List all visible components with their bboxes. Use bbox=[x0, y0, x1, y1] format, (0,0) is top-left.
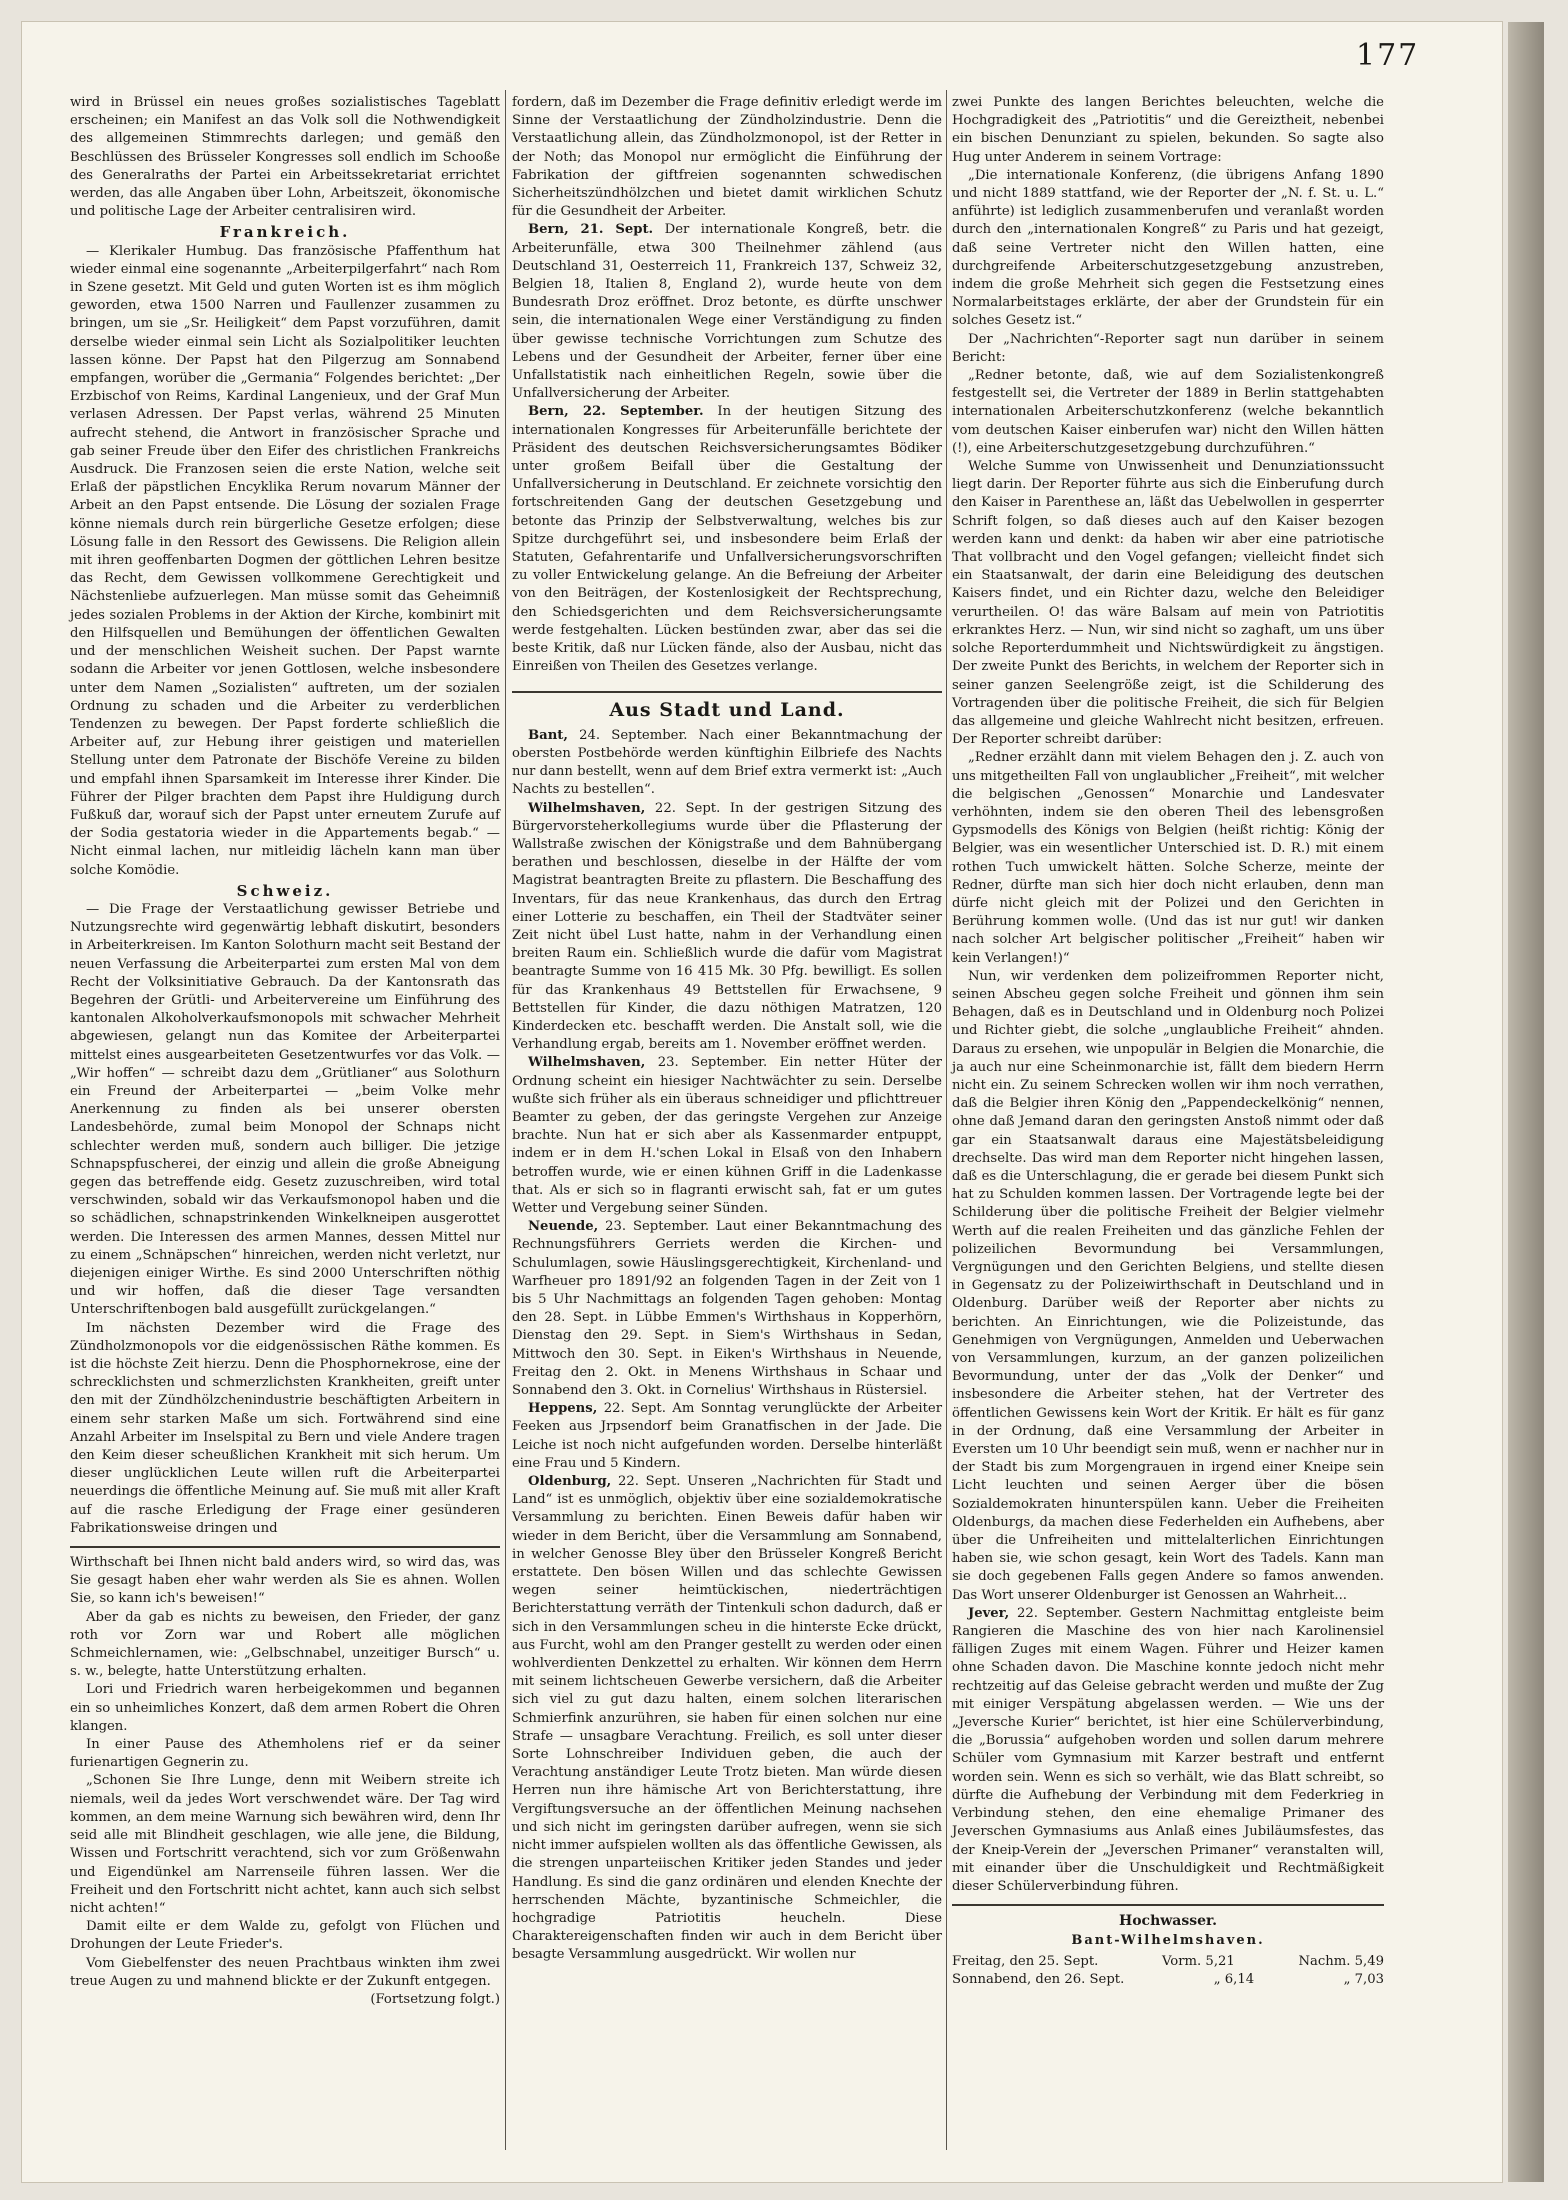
news-body: 22. Sept. Unseren „Nachrichten für Stadt und Land“ ist es unmöglich, objektiv über eine sozialdemokratische Versammlung zu berichten. Einen Beweis dafür haben wir wieder in dem Bericht, über die Versammlung am Sonnabend, in welcher Genosse Bley über den Brüsseler Kongreß Bericht erstattete. Den bösen Willen und das schlechte Gewissen wegen seiner heimtückischen, niederträchtigen Berichterstattung verräth der Tintenkuli schon dadurch, daß er sich in den Versammlungen scheu in die hinterste Ecke drückt, aus Furcht, wohl am den Pranger gestellt zu werden oder einen wohlverdienten Denkzettel zu erhalten. Wir können dem Herrn mit seinem lichtscheuen Gewerbe versichern, daß die Arbeiter sich viel zu gut dazu halten, einem solchen literarischen Schmierfink anzurühren, sie haben für einen solchen nur eine Strafe — unsagbare Verachtung. Freilich, es soll unter dieser Sorte Lohnschreiber Individuen geben, die auch der Verachtung anständiger Leute Trotz bieten. Man würde diesen Herren nun ihre hämische Art von Berichterstattung, ihre Vergiftungsversuche an der öffentlichen Meinung nachsehen und sich nicht im geringsten darüber aufregen, wenn sie sich nicht immer aufspielen wollten als das öffentliche Gewissen, als die strengen unparteiischen Kritiker jeden Standes und jeder Handlung. Es sind die ganz ordinären und elenden Knechte der herrschenden Mächte, byzantinische Schmeichler, die hochgradige Patriotitis heucheln. Diese Charaktereigenschaften finden wir auch in dem Bericht über besagte Versammlung ausgedrückt. Wir wollen nur bbox=[512, 1474, 942, 1963]
binding-edge bbox=[1508, 22, 1544, 2182]
quotation: „Die internationale Konferenz, (die übrigens Anfang 1890 und nicht 1889 stattfand, wie der Reporter der „N. f. St. u. L.“ anführte) ist lediglich zusammenberufen und veranlaßt worden durch den „internationalen Kongreß“ zu Paris und hat gezeigt, daß seine Vertreter nicht den Willen hatten, eine durchgreifende Arbeiterschutzgesetzgebung anzustreben, indem die große Mehrheit sich gegen die Festsetzung eines Normalarbeitstages erklärte, der aber der Grundstein für ein solches Gesetz ist.“ bbox=[952, 167, 1384, 329]
news-item-heppens bbox=[512, 1400, 942, 1473]
column-3 bbox=[952, 94, 1384, 1989]
news-body: Der internationale Kongreß, betr. die Arbeiterunfälle, etwa 300 Theilnehmer zählend (aus Deutschland 31, Oesterreich 11, Frankreich 137, Schweiz 32, Belgien 18, Italien 8, England 2), wurde heute von dem Bundesrath Droz eröffnet. Droz betonte, es dürfte unschwer sein, die internationalen Wege einer Verständigung zu finden über gewisse technische Vorrichtungen zum Schutze des Lebens und der Gesundheit der Arbeiter, ferner über eine Unfallstatistik nach einheitlichen Regeln, sowie über die Unfallversicherung der Arbeiter. bbox=[512, 222, 942, 402]
dateline: Wilhelmshaven, bbox=[528, 1055, 646, 1071]
dateline: Bant, bbox=[528, 727, 568, 743]
news-item-bern-1 bbox=[512, 221, 942, 403]
feuilleton-paragraph: „Schonen Sie Ihre Lunge, denn mit Weibern streite ich niemals, weil da jedes Wort verschwendet wäre. Der Tag wird kommen, an dem meine Warnung sich bewähren wird, denn Ihr seid alle mit Blindheit geschlagen, wie alle jene, die Bildung, Wissen und Fortschritt verachtend, sich vor zum Größenwahn und Eigendünkel am Narrenseile führen lassen. Wer die Freiheit und den Fortschritt nicht achtet, kann auch sich selbst nicht achten!“ bbox=[70, 1773, 500, 1916]
tide-table-place: Bant-Wilhelmshaven. bbox=[1071, 1933, 1265, 1949]
news-body: 22. Sept. In der gestrigen Sitzung des Bürgervorsteherkollegiums wurde über die Pflasterung der Wallstraße zwischen der Königstraße und dem Bahnübergang berathen und beschlossen, dieselbe in der Hälfte der vom Magistrat beantragten Breite zu pflastern. Die Beschaffung des Inventars, für das neue Krankenhaus, das durch den Ertrag einer Lotterie zu beschaffen, ein Theil der Stadtväter seiner Zeit nicht übel Lust hatte, nahm in der Verhandlung einen breiten Raum ein. Schließlich wurde die dafür vom Magistrat beantragte Summe von 16 415 Mk. 30 Pfg. bewilligt. Es sollen für das Krankenhaus 49 Bettstellen für Erwachsene, 9 Bettstellen für Kinder, die dazu nöthigen Matratzen, 120 Kinderdecken etc. beschafft werden. Die Anstalt soll, wie die Verhandlung ergab, bereits am 1. November eröffnet werden. bbox=[512, 800, 942, 1053]
heading-frankreich: Frankreich. bbox=[219, 223, 351, 242]
paragraph: — Klerikaler Humbug. Das französische Pfaffenthum hat wieder einmal eine sogenannte „Arbeiterpilgerfahrt“ nach Rom in Szene gesetzt. Mit Geld und guten Worten ist es ihm möglich geworden, etwa 1500 Narren und Faullenzer zusammen zu bringen, um sie „Sr. Heiligkeit“ dem Papst vorzuführen, damit derselbe wieder einmal sein Licht als Sozialpolitiker leuchten lassen könne. Der Papst hat den Pilgerzug am Sonnabend empfangen, worüber die „Germania“ Folgendes berichtet: „Der Erzbischof von Reims, Kardinal Langenieux, und der Graf Mun verlasen Adressen. Der Papst verlas, während 25 Minuten aufrecht stehend, die Antwort in französischer Sprache und gab seiner Freude über den Eifer des christlichen Frankreichs Ausdruck. Die Franzosen seien die erste Nation, welche seit Erlaß der päpstlichen Encyklika Rerum novarum Männer der Arbeit an den Papst entsende. Die Lösung der sozialen Frage könne niemals durch rein bürgerliche Gesetze erfolgen; diese Lösung falle in den Ressort des Gewissens. Die Religion allein mit ihren geoffenbarten Dogmen der göttlichen Lehren besitze das Recht, dem Gewissen vollkommene Gerechtigkeit und Nächstenliebe aufzuerlegen. Man müsse somit das Geheimniß jedes sozialen Problems in der Aktion der Kirche, kombinirt mit den Hilfsquellen und Bemühungen der öffentlichen Gewalten und der menschlichen Weisheit suchen. Der Papst warnte sodann die Arbeiter vor jenen Gottlosen, welche insbesondere unter dem Namen „Sozialisten“ auftreten, um der sozialen Ordnung zu schaden und die Arbeiter zu verderblichen Tendenzen zu bewegen. Der Papst forderte schließlich die Arbeiter auf, zur Hebung ihrer geistigen und materiellen Stellung unter dem Patronate der Bischöfe Vereine zu bilden und empfahl ihnen Sparsamkeit im Interesse ihrer Kinder. Die Führer der Pilger brachten dem Papst ihre Huldigung durch Fußkuß dar, worauf sich der Papst unter erneutem Zurufe auf der Sodia gestatoria wieder in die Appartements begab.“ — Nicht einmal lachen, nur mitleidig lächeln kann man über solche Komödie. bbox=[70, 243, 500, 878]
section-heading: Aus Stadt und Land. bbox=[512, 691, 942, 719]
paragraph: Nun, wir verdenken dem polizeifrommen Reporter nicht, seinen Abscheu gegen solche Freiheit und gönnen ihm sein Behagen, daß es in Deutschland und in Oldenburg noch Polizei und Richter giebt, die solche „unglaubliche Freiheit“ ahnden. Daraus zu ersehen, wie unpopulär in Belgien die Monarchie, die ja auch nur eine Scheinmonarchie ist, fällt dem biedern Herrn nicht ein. Zu seinem Schrecken wollen wir ihm noch verrathen, daß die Belgier ihren König den „Pappendeckelkönig“ nennen, ohne daß Jemand daran den geringsten Anstoß nimmt oder daß gar ein Staatsanwalt daraus eine Majestätsbeleidigung drechselte. Das wird man dem Reporter nicht hingehen lassen, daß es die Unterschlagung, die er gerade bei diesem Punkt sich hat zu Schulden kommen lassen. Der Vortragende legte bei der Schilderung über die politische Freiheit der Belgier vielmehr Werth auf die realen Freiheiten und das gänzliche Fehlen der polizeilichen Bevormundung bei Versammlungen, Vergnügungen und den Gerichten Belgiens, und stellte diesen in Gegensatz zu der Polizeiwirthschaft in Deutschland und in Oldenburg. Darüber weiß der Reporter aber nichts zu berichten. An Einrichtungen, wie die Polizeistunde, das Genehmigen von Vergnügungen, Anmelden und Ueberwachen von Versammlungen, kurzum, an der ganzen polizeilichen Bevormundung, unter der das „Volk der Denker“ und insbesondere die Arbeiter stehen, hat der Vertreter des öffentlichen Gewissens kein Wort der Kritik. Er hält es für ganz in der Ordnung, daß eine Versammlung der Arbeiter in Eversten um 10 Uhr beendigt sein muß, wenn er nachher nur in der Stadt bis zum Morgengrauen in irgend einer Kneipe sein Licht leuchten und seinen Aerger über die bösen Sozialdemokraten hinunterspülen kann. Ueber die Freiheiten Oldenburgs, da machen diese Federhelden ein Aufhebens, aber über die Unfreiheiten und mittelalterlichen Einrichtungen haben sie, wie schon gesagt, kein Wort des Tadels. Kann man sie doch gegebenen Falls gegen Andere so famos anwenden. Das Wort unserer Oldenburger ist Genossen an Wahrheit... bbox=[952, 968, 1384, 1603]
page-number: 177 bbox=[1356, 38, 1420, 73]
news-item-jever bbox=[952, 1605, 1384, 1896]
news-body: 23. September. Laut einer Bekanntmachung des Rechnungsführers Gerriets werden die Kirchen- und Schulumlagen, sowie Häuslingsgerechtigkeit, Kirchenland- und Warfheuer pro 1891/92 an folgenden Tagen in der Zeit von 1 bis 5 Uhr Nachmittags an folgenden Tagen gehoben: Montag den 28. Sept. in Lübbe Emmen's Wirthshaus in Kopperhörn, Dienstag den 29. Sept. in Siem's Wirthshaus in Sedan, Mittwoch den 30. Sept. in Eiken's Wirthshaus in Neuende, Freitag den 2. Okt. in Menens Wirthshaus in Schaar und Sonnabend den 3. Okt. in Cornelius' Wirthshaus in Rüstersiel. bbox=[512, 1219, 942, 1399]
news-body: In der heutigen Sitzung des internationalen Kongresses für Arbeiterunfälle berichtete der Präsident des deutschen Reichsversicherungsamtes Bödiker unter großem Beifall über die Gestaltung der Unfallversicherung in Deutschland. Er zeichnete vorsichtig den fortschreitenden Gang der deutschen Gesetzgebung und betonte das Prinzip der Selbstverwaltung, welches bis zur Spitze durchgeführt sei, und insbesondere beim Erlaß der Statuten, Gefahrentarife und Unfallversicherungsvorschriften zu voller Entwickelung gelange. An die Befreiung der Arbeiter von den Beiträgen, der Kostenlosigkeit der Rechtsprechung, den Schiedsgerichten und dem Reichsversicherungsamte werde festgehalten. Lücken bestünden zwar, aber das sei die beste Kritik, daß nur Lücken fände, also der Ausbau, nicht das Einreißen von Theilen des Gesetzes verlange. bbox=[512, 404, 942, 675]
tide-afternoon: „ 7,03 bbox=[1343, 1971, 1384, 1987]
news-item-oldenburg bbox=[512, 1473, 942, 1964]
paragraph: — Die Frage der Verstaatlichung gewisser Betriebe und Nutzungsrechte wird gegenwärtig lebhaft diskutirt, besonders in Arbeiterkreisen. Im Kanton Solothurn macht seit Bestand der neuen Verfassung die Arbeiterpartei zum ersten Mal von dem Recht der Volksinitiative Gebrauch. Da der Kantonsrath das Begehren der Grütli- und Arbeitervereine um Einführung des kantonalen Alkoholverkaufsmonopols mit schwacher Mehrheit abgewiesen, gelangt nun das Komitee der Arbeiterpartei mittelst eines ausgearbeiteten Gesetzentwurfes vor das Volk. — „Wir hoffen“ — schreibt dazu dem „Grütlianer“ aus Solothurn ein Freund der Arbeiterpartei — „beim Volke mehr Anerkennung zu finden als bei unserer obersten Landesbehörde, zumal beim Monopol der Schnaps nicht schlechter werden muß, sondern auch billiger. Die jetzige Schnapspfuscherei, der einzig und allein die große Abneigung gegen das betreffende eidg. Gesetz zuzuschreiben, wird total verschwinden, sobald wir das Verkaufsmonopol haben und die so schädlichen, schnapstrinkenden Winkelkneipen ausgerottet werden. Die Interessen des armen Mannes, dessen Mittel nur zu einem „Schnäpschen“ hinreichen, werden nicht verletzt, nur diejenigen einiger Wirthe. Es sind 2000 Unterschriften nöthig und wir hoffen, daß die dieser Tage versandten Unterschriftenbogen bald ausgefüllt zurückgelangen.“ bbox=[70, 901, 500, 1318]
news-item-bant bbox=[512, 727, 942, 800]
dateline: Neuende, bbox=[528, 1219, 599, 1235]
tide-day: Freitag, den 25. Sept. bbox=[952, 1953, 1099, 1969]
dateline: Oldenburg, bbox=[528, 1474, 612, 1490]
paragraph: Welche Summe von Unwissenheit und Denunziationssucht liegt darin. Der Reporter führte aus sich die Einberufung durch den Kaiser in Parenthese an, läßt das Uebelwollen in gesperrter Schrift folgen, so daß dieses auch auf den Kaiser bezogen werden kann und denkt: da haben wir aber eine patriotische That vollbracht und den Vogel gefangen; vielleicht findet sich ein Staatsanwalt, der darin eine Beleidigung des deutschen Kaisers findet, und ein Richter dazu, welche den Beleidiger verurtheilen. O! das wäre Balsam auf mein von Patriotitis erkranktes Herz. — Nun, wir sind nicht so zaghaft, um uns über solche Reporterdummheit und Nichtswürdigkeit zu ängstigen. Der zweite Punkt des Berichts, in welchem der Reporter sich in seiner ganzen Seelengröße zeigt, ist die Schilderung des Vortragenden über die politische Freiheit, die sich für Belgien das allgemeine und gleiche Wahlrecht nicht besitzen, erfreuen. Der Reporter schreibt darüber: bbox=[952, 459, 1384, 748]
news-body: 24. September. Nach einer Bekanntmachung der obersten Postbehörde werden künftighin Eilbriefe des Nachts nur dann bestellt, wenn auf dem Brief extra vermerkt ist: „Auch Nachts zu bestellen“. bbox=[512, 727, 942, 798]
tide-row bbox=[952, 1953, 1384, 1971]
column-2 bbox=[512, 94, 942, 1965]
dateline: Bern, 22. September. bbox=[528, 404, 704, 420]
feuilleton-paragraph: In einer Pause des Athemholens rief er da seiner furienartigen Gegnerin zu. bbox=[70, 1737, 500, 1771]
continuation-note: (Fortsetzung folgt.) bbox=[370, 1991, 500, 2007]
tide-afternoon: Nachm. 5,49 bbox=[1298, 1953, 1384, 1969]
paragraph: zwei Punkte des langen Berichtes beleuchten, welche die Hochgradigkeit des „Patriotitis“ und die Gereiztheit, nebenbei ein bischen Denunziant zu spielen, bekunden. So sagte also Hug unter Anderem in seinem Vortrage: bbox=[952, 95, 1384, 165]
news-item-bern-2 bbox=[512, 403, 942, 676]
tide-morning: „ 6,14 bbox=[1213, 1971, 1255, 1987]
news-item-wilhelmshaven-2 bbox=[512, 1054, 942, 1218]
dateline: Jever, bbox=[968, 1605, 1010, 1621]
news-body: 22. Sept. Am Sonntag verunglückte der Arbeiter Feeken aus Jrpsendorf beim Granatfischen in der Jade. Die Leiche ist noch nicht aufgefunden worden. Derselbe hinterläßt eine Frau und 5 Kindern. bbox=[512, 1401, 942, 1471]
news-body: 22. September. Gestern Nachmittag entgleiste beim Rangieren die Maschine des von hier nach Karolinensiel fälligen Zuges mit einem Wagen. Führer und Heizer kamen ohne Schaden davon. Die Maschine konnte jedoch nicht mehr rechtzeitig auf das Geleise gebracht werden und mußte der Zug mit einiger Verspätung abgelassen werden. — Wie uns der „Jeversche Kurier“ berichtet, ist hier eine Schülerverbindung, die „Borussia“ aufgehoben worden und sollen darum mehrere Schüler vom Gymnasium mit Karzer bestraft und entfernt worden sein. Wenn es sich so verhält, wie das Blatt schreibt, so dürfte die Aufhebung der Verbindung mit dem Federkrieg in Verbindung stehen, den eine ehemalige Primaner des Jeverschen Gymnasiums aus Anlaß eines Jubiläumsfestes, das der Kneip-Verein der „Jeverschen Primaner“ veranstalten will, mit einander über die Unschuldigkeit und Rechtmäßigkeit dieser Schülerverbindung führen. bbox=[952, 1605, 1384, 1894]
dateline: Bern, 21. Sept. bbox=[528, 222, 654, 238]
column-rule bbox=[505, 90, 506, 2150]
tide-morning: Vorm. 5,21 bbox=[1161, 1953, 1235, 1969]
paragraph: wird in Brüssel ein neues großes sozialistisches Tageblatt erscheinen; ein Manifest an das Volk soll die Nothwendigkeit des allgemeinen Stimmrechts darlegen; und gemäß den Beschlüssen des Brüsseler Kongresses soll endlich im Schooße des Generalraths der Partei ein Arbeitssekretariat errichtet werden, das alle Angaben über Lohn, Arbeitszeit, ökonomische und politische Lage der Arbeiter centralisiren wird. bbox=[70, 95, 500, 220]
tide-table-title: Hochwasser. bbox=[1118, 1913, 1218, 1930]
news-body: 23. September. Ein netter Hüter der Ordnung scheint ein hiesiger Nachtwächter zu sein. Derselbe wußte sich früher als ein überaus schneidiger und pflichttreuer Beamter zu geben, der das geringste Vergehen zur Anzeige brachte. Nun hat er sich aber als Kassenmarder entpuppt, indem er in dem H.'schen Lokal in Elsaß von den Inhabern betroffen wurde, wie er einen kühnen Griff in die Ladenkasse that. Als er sich so in flagranti erwischt sah, fat er um gutes Wetter und Vergebung seiner Sünden. bbox=[512, 1055, 942, 1216]
tide-row bbox=[952, 1971, 1384, 1989]
paragraph: Im nächsten Dezember wird die Frage des Zündholzmonopols vor die eidgenössischen Räthe kommen. Es ist die höchste Zeit hierzu. Denn die Phosphornekrose, eine der schrecklichsten und schmerzlichsten Krankheiten, greift unter den mit der Zündhölzchenindustrie beschäftigten Arbeitern in einem sehr starken Maße um sich. Fortwährend sind eine Anzahl Arbeiter im Inselspital zu Bern und viele Andere tragen den Keim dieser scheußlichen Krankheit mit sich herum. Um dieser unglücklichen Leute willen ruft die Arbeiterpartei neuerdings die öffentliche Meinung auf. Sie muß mit aller Kraft auf die rasche Erledigung der Frage einer gesünderen Fabrikationsweise dringen und bbox=[70, 1320, 500, 1536]
divider bbox=[952, 1904, 1384, 1906]
news-item-neuende bbox=[512, 1218, 942, 1400]
tide-day: Sonnabend, den 26. Sept. bbox=[952, 1971, 1125, 1987]
paragraph: fordern, daß im Dezember die Frage definitiv erledigt werde im Sinne der Verstaatlichung der Zündholzindustrie. Denn die Verstaatlichung allein, das Zündholzmonopol, ist der Retter in der Noth; das Monopol nur ermöglicht die Einführung der Fabrikation der giftfreien sogenannten schwedischen Sicherheitszündhölzchen und bietet damit wirklichen Schutz für die Gesundheit der Arbeiter. bbox=[512, 95, 942, 220]
feuilleton-paragraph: Damit eilte er dem Walde zu, gefolgt von Flüchen und Drohungen der Leute Frieder's. bbox=[70, 1919, 500, 1953]
quotation: „Redner erzählt dann mit vielem Behagen den j. Z. auch von uns mitgetheilten Fall von unglaublicher „Freiheit“, mit welcher die belgischen „Genossen“ Monarchie und Landesvater verhöhnten, indem sie den oberen Theil des lebensgroßen Gypsmodells des Königs von Belgien (heißt richtig: König der Belgier, was ein wesentlicher Unterschied ist. D. R.) mit einem rothen Tuch umwickelt hätten. Solche Scherze, meinte der Redner, dürfte man sich hier doch nicht erlauben, denn man dürfe nicht gleich mit der Polizei und den Gerichten in Berührung kommen wolle. (Und das ist nur gut! wir danken nach solcher Art belgischer politischer „Freiheit“ haben wir kein Verlangen!)“ bbox=[952, 750, 1384, 966]
news-item-wilhelmshaven-1 bbox=[512, 800, 942, 1055]
dateline: Wilhelmshaven, bbox=[528, 800, 646, 816]
feuilleton-paragraph: Wirthschaft bei Ihnen nicht bald anders wird, so wird das, was Sie gesagt haben eher wahr werden als Sie es ahnen. Wollen Sie, so kann ich's beweisen!“ bbox=[70, 1555, 500, 1607]
column-rule bbox=[946, 90, 947, 2150]
dateline: Heppens, bbox=[528, 1401, 598, 1417]
feuilleton-paragraph: Vom Giebelfenster des neuen Prachtbaus winkten ihm zwei treue Augen zu und mahnend blickte er der Zukunft entgegen. bbox=[70, 1955, 500, 1989]
feuilleton-divider bbox=[70, 1546, 500, 1548]
column-1 bbox=[70, 94, 500, 2009]
heading-schweiz: Schweiz. bbox=[236, 881, 334, 900]
feuilleton-paragraph: Aber da gab es nichts zu beweisen, den Frieder, der ganz roth vor Zorn war und Robert alle möglichen Schmeichlernamen, wie: „Gelbschnabel, unzeitiger Bursch“ u. s. w., belegte, hatte Unterstützung erhalten. bbox=[70, 1609, 500, 1680]
feuilleton-paragraph: Lori und Friedrich waren herbeigekommen und begannen ein so unheimliches Konzert, daß dem armen Robert die Ohren klangen. bbox=[70, 1682, 500, 1734]
quotation: „Redner betonte, daß, wie auf dem Sozialistenkongreß festgestellt sei, die Vertreter der 1889 in Berlin stattgehabten internationalen Arbeiterschutzkonferenz (welche bekanntlich vom deutschen Kaiser einberufen war) nicht den Willen hätten (!), eine Arbeiterschutzgesetzgebung durchzuführen.“ bbox=[952, 368, 1384, 456]
paragraph: Der „Nachrichten“-Reporter sagt nun darüber in seinem Bericht: bbox=[952, 331, 1384, 365]
